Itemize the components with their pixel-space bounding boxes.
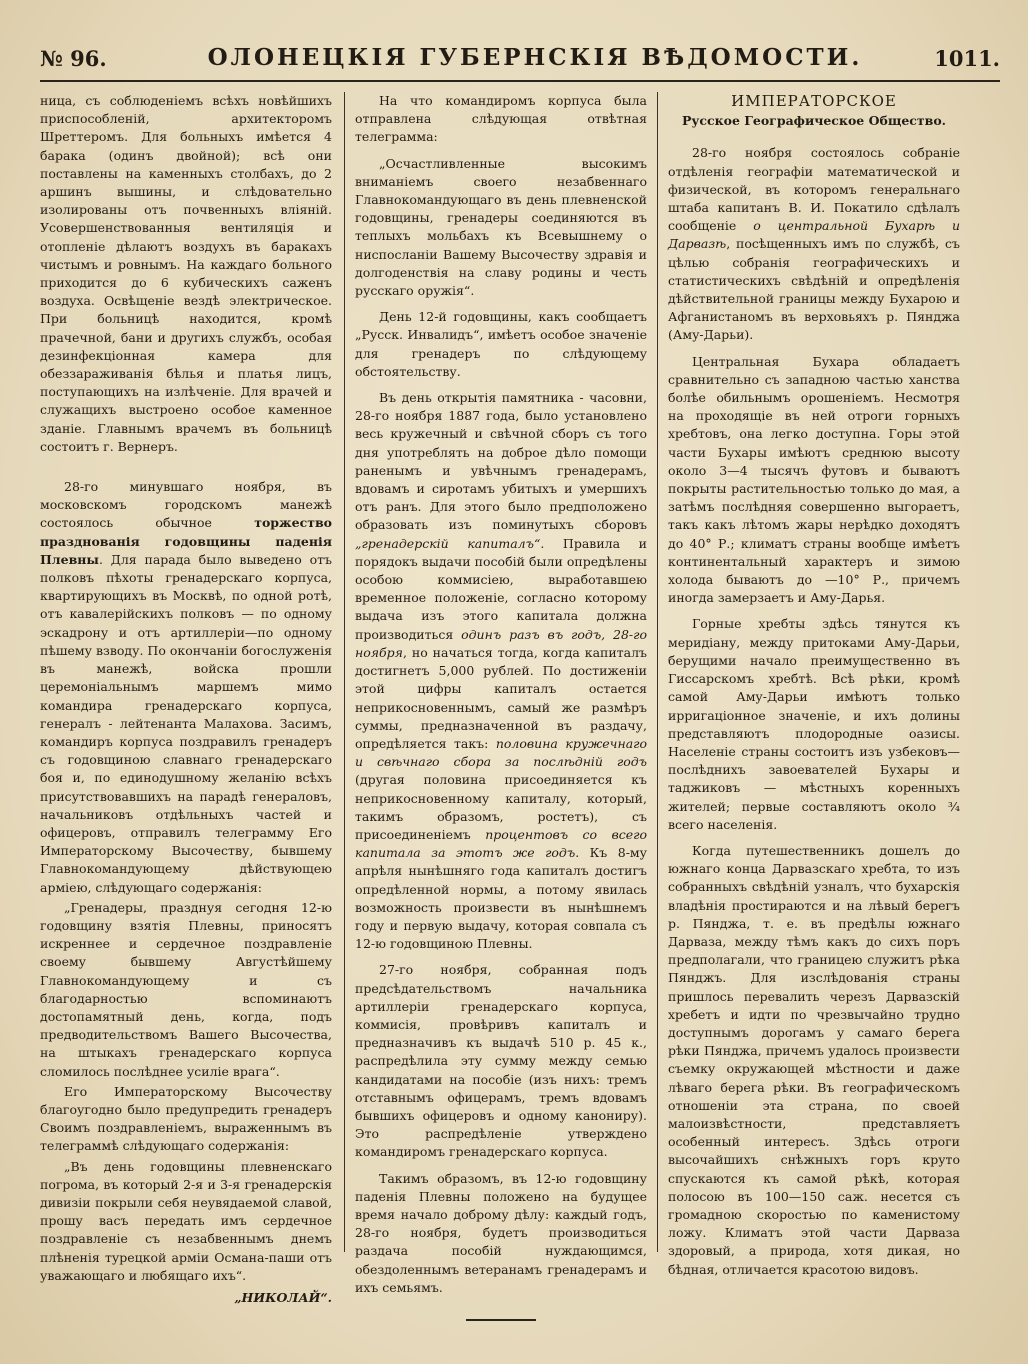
italic-phrase: одинъ разъ въ годъ, 28-го ноября [355,626,647,660]
signature: „НИКОЛАЙ“. [234,1290,332,1305]
text-run: 28-го минувшаго ноября, въ московскомъ городскомъ манежѣ состоялось обычное [40,479,332,531]
text-run: . Къ 8-му апрѣля нынѣшняго года капиталъ достигъ опредѣленной нормы, а потому явилась возможность произвести въ нынѣшнемъ году и первую выдачу, которая совпала съ 12-ю годовщиною Плевны. [355,845,647,952]
article-paragraph: Такимъ образомъ, въ 12-ю годовщину паденія Плевны положено на будущее время начало доброму дѣлу: каждый годъ, 28-го ноября, будетъ производиться раздача пособій нуждающимся, обездоленнымъ ветеранамъ гренадерамъ и ихъ семьямъ. [355,1170,647,1295]
article-paragraph: Его Императорскому Высочеству благоугодно было предупредить гренадеръ Своимъ поздравленіемъ, выраженнымъ въ телеграммѣ слѣдующаго содержанія: [40,1083,332,1154]
bold-phrase: торжество празднованія годовщины паденія Плевны [40,515,332,567]
article-paragraph: ница, съ соблюденіемъ всѣхъ новѣйшихъ приспособленій, архитекторомъ Шреттеромъ. Для больныхъ имѣется 4 барака (одинъ двойной); всѣ они поставлены на каменныхъ столбахъ, до 2 аршинъ вышины, и слѣдовательно изолированы отъ почвенныхъ вліяній. Усовершенствованныя вентиляція и отопленіе дѣлаютъ воздухъ въ баракахъ чистымъ и ровнымъ. На каждаго больного приходится до 6 кубическихъ саженъ воздуха. Освѣщеніе вездѣ электрическое. При больницѣ находится, кромѣ прачечной, бани и другихъ службъ, особая дезинфекціонная камера для обеззараживанія бѣлья и платья лицъ, поступающихъ на излѣченіе. Для врачей и служащихъ выстроено особое каменное зданіе. Главнымъ врачемъ въ больницѣ состоитъ г. Вернеръ. [40,93,332,454]
issue-number: № 96. [40,46,107,71]
article-paragraph: День 12-й годовщины, какъ сообщаетъ „Русск. Инвалидъ“, имѣетъ особое значеніе для гренадеръ по слѣдующему обстоятельству. [355,309,647,379]
column-1 [40,92,332,1307]
article-paragraph: На что командиромъ корпуса была отправлена слѣдующая отвѣтная телеграмма: [355,93,647,145]
column-divider [657,92,658,1252]
section-subheading: Русское Географическое Общество. [681,113,947,129]
article-paragraph: 27-го ноября, собранная подъ предсѣдательствомъ начальника артиллеріи гренадерскаго корпуса, коммисія, провѣривъ капиталъ и предназначивъ къ выдачѣ 510 р. 45 к., распредѣлила эту сумму между семью кандидатами на пособіе (изъ нихъ: тремъ отставнымъ офицерамъ, тремъ вдовамъ бывшихъ офицеровъ и одному канониру). Это распредѣленіе утверждено командиромъ гренадерскаго корпуса. [355,962,647,1160]
end-rule [466,1319,536,1321]
text-run: (другая половина присоединяется къ неприкосновенному капиталу, который, такимъ образомъ, ростетъ), съ присоединеніемъ [355,772,647,842]
section-heading: ИМПЕРАТОРСКОЕ [731,92,897,110]
article-paragraph [668,144,960,344]
column-divider [344,92,345,1252]
masthead-title: ОЛОНЕЦКІЯ ГУБЕРНСКІЯ ВѢДОМОСТИ. [207,44,863,71]
text-run: Въ день открытія памятника - часовни, 28-го ноября 1887 года, было установлено весь кружечный и свѣчной сборъ съ того дня употреблять на доброе дѣло помощи раненымъ и увѣчнымъ гренадерамъ, вдовамъ и сиротамъ убитыхъ и умершихъ отъ ранъ. Для этого было предположено образовать изъ поминутыхъ сборовъ [355,390,647,533]
telegram-quote: „Гренадеры, празднуя сегодня 12-ю годовщину взятія Плевны, приносятъ искреннее и сердечное поздравленіе своему бывшему Августѣйшему Главнокомандующему и съ благодарностью вспоминаютъ достопамятный день, когда, подъ предводительствомъ Вашего Высочества, на штыкахъ гренадерскаго корпуса сломилось послѣднее усиліе врага“. [40,899,332,1079]
article-paragraph [40,478,332,897]
italic-phrase: „гренадерскій капиталъ“ [355,535,541,551]
italic-phrase: о центральной Бухарѣ и Дарвазѣ [668,218,960,252]
text-run: . Для парада было выведено отъ полковъ пѣхоты гренадерскаго корпуса, квартирующихъ въ Москвѣ, по одной ротѣ, отъ кавалерійскихъ полковъ — по одному эскадрону и отъ артиллеріи—по одному пѣшему взводу. По окончаніи богослуженія въ манежѣ, войска прошли церемоніальнымъ маршемъ мимо командира гренадерскаго корпуса, генералъ - лейтенанта Малахова. Засимъ, командиръ корпуса поздравилъ гренадеръ съ годовщиною славнаго гренадерскаго боя и, по единодушному желанію всѣхъ присутствовавшихъ на парадѣ генераловъ, начальниковъ отдѣльныхъ частей и офицеровъ, отправилъ телеграмму Его Императорскому Высочеству, бывшему Главнокомандующему дѣйствующею арміею, слѣдующаго содержанія: [40,551,332,895]
italic-phrase: половина кружечнаго и свѣчнаго сбора за послѣдній годъ [355,735,647,770]
telegram-quote: „Осчастливленные высокимъ вниманіемъ своего незабвеннаго Главнокомандующаго въ день плевненской годовщины, гренадеры соединяются въ теплыхъ мольбахъ къ Всевышнему о ниспосланіи Вашему Высочеству здравія и долгоденствія на славу родины и честь русскаго оружія“. [355,155,647,299]
column-2 [355,92,647,1321]
text-run: . Правила и порядокъ выдачи пособій были опредѣлены особою коммисіею, выработавшею временное положеніе, согласно которому выдача изъ этого капитала должна производиться [355,535,647,642]
article-paragraph: Горные хребты здѣсь тянутся къ меридіану, между притоками Аму-Дарьи, берущими начало преимущественно въ Гиссарскомъ хребтѣ. Всѣ рѣки, кромѣ самой Аму-Дарьи имѣютъ только ирригаціонное значеніе, и ихъ долины представляютъ плодородные оазисы. Населеніе страны состоитъ изъ узбековъ—послѣднихъ завоевателей Бухары и таджиковъ — мѣстныхъ коренныхъ жителей; первые составляютъ около ¾ всего населенія. [668,616,960,832]
text-run: , посѣщенныхъ имъ по службѣ, съ цѣлью собранія географическихъ и статистическихъ свѣдѣній и опредѣленія дѣйствительной границы между Бухарою и Афганистаномъ въ верховьяхъ р. Пянджа (Аму-Дарьи). [668,236,960,343]
article-paragraph: Центральная Бухара обладаетъ сравнительно съ западною частью ханства болѣе обильнымъ орошеніемъ. Несмотря на проходящіе въ ней отроги горныхъ хребтовъ, она легко доступна. Горы этой части Бухары имѣютъ среднюю высоту около 3—4 тысячъ футовъ и бываютъ покрыты растительностью только до мая, а затѣмъ послѣдняя совершенно выгораетъ, такъ какъ лѣтомъ жары нерѣдко доходятъ до 40° Р.; климатъ страны вообще имѣетъ континентальный характеръ и зимою холода бываютъ до —10° Р., причемъ иногда замерзаетъ и Аму-Дарья. [668,353,960,606]
telegram-quote: „Въ день годовщины плевненскаго погрома, въ который 2-я и 3-я гренадерскія дивизіи покрыли себя неувядаемой славой, прошу васъ передать имъ сердечное поздравленіе съ незабвеннымъ днемъ плѣненія турецкой арміи Османа-паши отъ уважающаго и любящаго ихъ“. [40,1158,332,1283]
page-header [40,40,1000,82]
column-3 [668,92,960,1279]
page-number: 1011. [934,46,1000,71]
article-paragraph: Когда путешественникъ дошелъ до южнаго конца Дарвазскаго хребта, то изъ собранныхъ свѣдѣній узналъ, что бухарскія владѣнія простираются и на лѣвый берегъ р. Пянджа, т. е. въ предѣлы южнаго Дарваза, между тѣмъ какъ до сихъ поръ предполагали, что границею служитъ рѣка Пянджъ. Для изслѣдованія страны пришлось перевалить черезъ Дарвазскій хребетъ и идти по чрезвычайно трудно доступнымъ дорогамъ у самаго берега рѣки Пянджа, причемъ удалось произвести съемку окружающей мѣстности и даже лѣваго берега рѣки. Въ географическомъ отношеніи эта страна, по своей малоизвѣстности, представляетъ особенный интересъ. Здѣсь отроги высочайшихъ снѣжныхъ горъ круто спускаются къ самой рѣкѣ, которая полосою въ 100—150 саж. несется съ громадною скоростью по каменистому ложу. Климатъ этой части Дарваза здоровый, а природа, хотя дикая, но бѣдная, отличается красотою видовъ. [668,842,960,1277]
italic-phrase: процентовъ со всего капитала за этотъ же годъ [355,826,647,861]
article-paragraph [355,389,647,953]
text-run: , но начаться тогда, когда капиталъ достигнетъ 5,000 рублей. По достиженіи этой цифры капиталъ остается неприкосновеннымъ, самый же размѣръ суммы, предназначенной въ раздачу, опредѣляется такъ: [355,644,647,751]
text-run: 28-го ноября состоялось собраніе отдѣленія географіи математической и физической, въ которомъ генеральнаго штаба капитанъ В. И. Покатило сдѣлалъ сообщеніе [668,145,960,234]
